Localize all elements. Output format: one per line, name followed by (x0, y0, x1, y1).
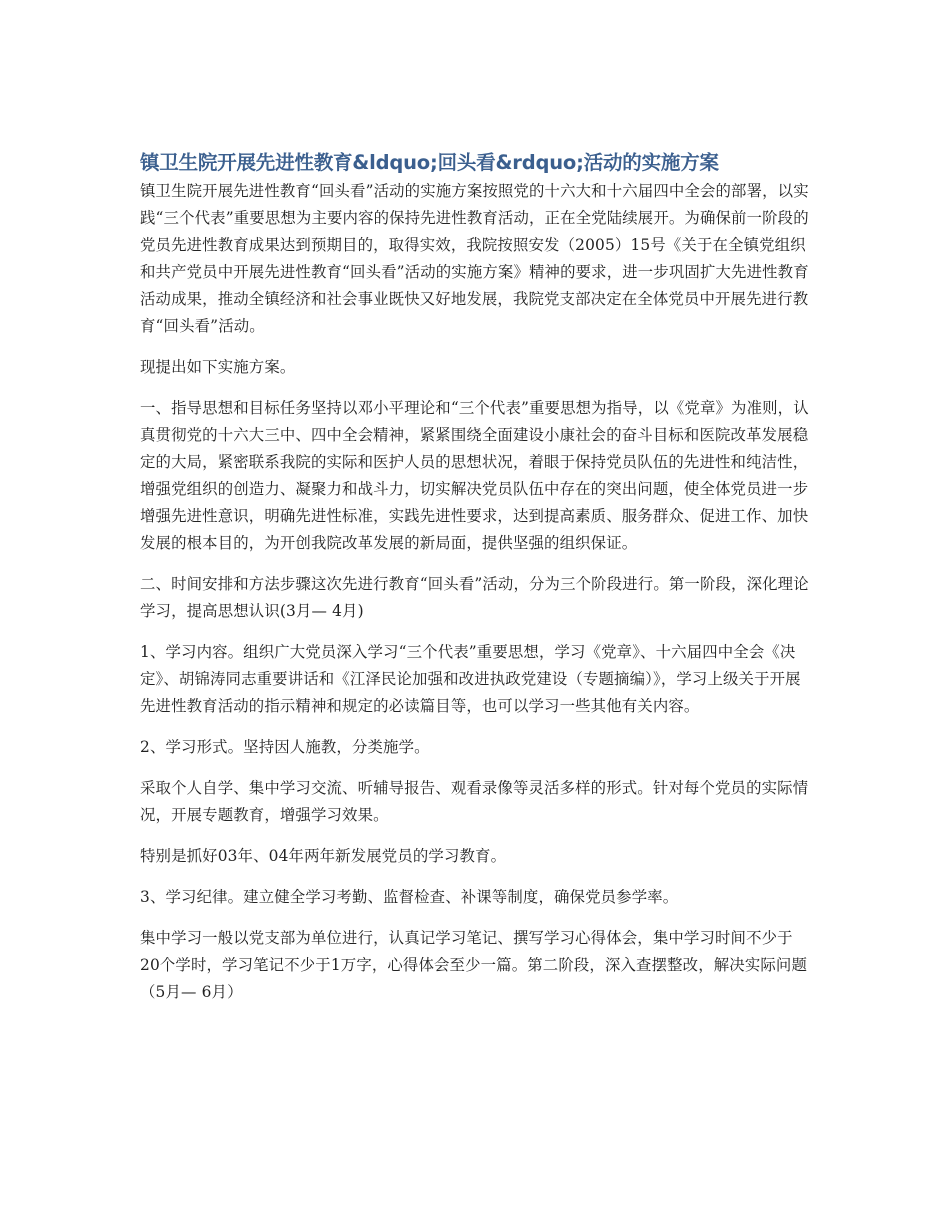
paragraph-study-discipline: 3、学习纪律。建立健全学习考勤、监督检查、补课等制度，确保党员参学率。 (140, 888, 679, 906)
paragraph-study-content: 1、学习内容。组织广大党员深入学习“三个代表”重要思想，学习《党章》、十六届四中全会《决定》、胡锦涛同志重要讲话和《江泽民论加强和改进执政党建设（专题摘编）》，学习上级关于开展先进性教育活动的指示精神和规定的必读篇目等，也可以学习一些其他有关内容。 (140, 643, 801, 715)
paragraph-proposal: 现提出如下实施方案。 (140, 358, 296, 376)
paragraph-new-members: 特别是抓好03年、04年两年新发展党员的学习教育。 (140, 847, 507, 865)
paragraph-section-2: 二、时间安排和方法步骤这次先进行教育“回头看”活动，分为三个阶段进行。第一阶段，深化理论学习，提高思想认识(3月— 4月) (140, 575, 809, 620)
paragraph-intro: 镇卫生院开展先进性教育“回头看”活动的实施方案按照党的十六大和十六届四中全会的部署，以实践“三个代表”重要思想为主要内容的保持先进性教育活动，正在全党陆续展开。为确保前一阶段的党员先进性教育成果达到预期目的，取得实效，我院按照安发（2005）15号《关于在全镇党组织和共产党员中开展先进性教育“回头看”活动的实施方案》精神的要求，进一步巩固扩大先进性教育活动成果，推动全镇经济和社会事业既快又好地发展，我院党支部决定在全体党员中开展先进行教育“回头看”活动。 (140, 182, 809, 335)
paragraph-study-form: 2、学习形式。坚持因人施教，分类施学。 (140, 738, 430, 756)
paragraph-section-1: 一、指导思想和目标任务坚持以邓小平理论和“三个代表”重要思想为指导，以《党章》为准则，认真贯彻党的十六大三中、四中全会精神，紧紧围绕全面建设小康社会的奋斗目标和医院改革发展稳定的大局，紧密联系我院的实际和医护人员的思想状况，着眼于保持党员队伍的先进性和纯洁性，增强党组织的创造力、凝聚力和战斗力，切实解决党员队伍中存在的突出问题，使全体党员进一步增强先进性意识，明确先进性标准，实践先进性要求，达到提高素质、服务群众、促进工作、加快发展的根本目的，为开创我院改革发展的新局面，提供坚强的组织保证。 (140, 399, 809, 552)
paragraph-study-methods: 采取个人自学、集中学习交流、听辅导报告、观看录像等灵活多样的形式。针对每个党员的实际情况，开展专题教育，增强学习效果。 (140, 779, 809, 824)
document-title: 镇卫生院开展先进性教育&ldquo;回头看&rdquo;活动的实施方案 (140, 151, 719, 174)
paragraph-group-study: 集中学习一般以党支部为单位进行，认真记学习笔记、撰写学习心得体会，集中学习时间不少于20个学时，学习笔记不少于1万字，心得体会至少一篇。第二阶段，深入查摆整改，解决实际问题（5月— 6月） (140, 929, 807, 1001)
document-page (140, 148, 812, 1020)
